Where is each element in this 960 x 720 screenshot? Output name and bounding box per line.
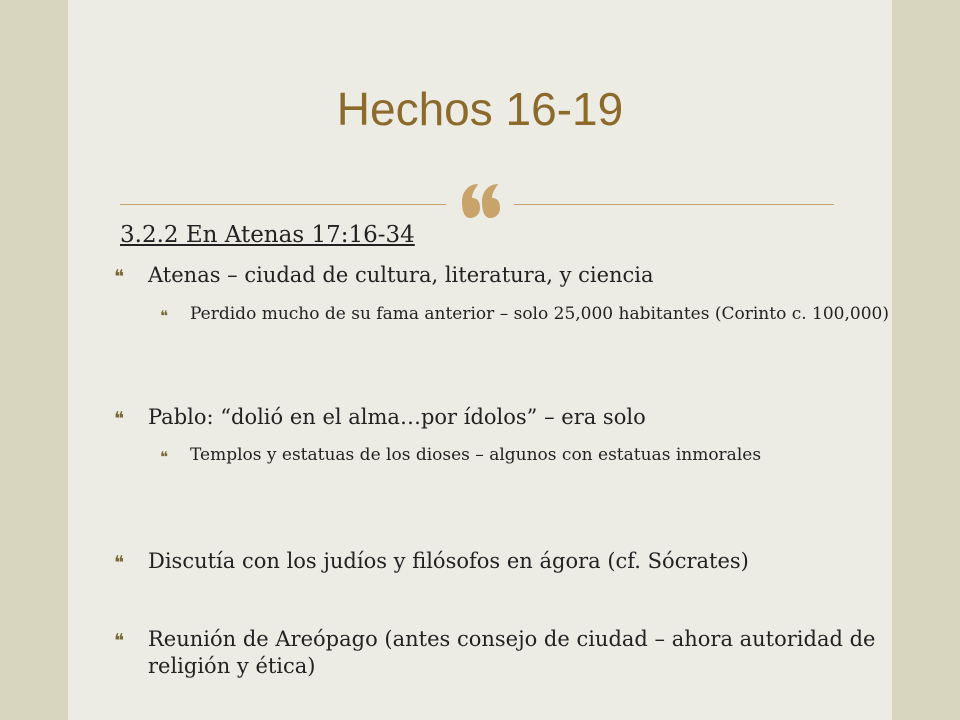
title-divider-left — [120, 204, 446, 205]
title-divider-right — [514, 204, 834, 205]
bullet-text: Reunión de Areópago (antes consejo de ciudad – ahora autoridad de religión y ética) — [148, 627, 876, 678]
bullet-text: Atenas – ciudad de cultura, literatura, y ciencia — [148, 263, 654, 287]
bullet-item-3 — [114, 404, 888, 431]
bullet-item-6 — [114, 626, 888, 680]
bullet-text: Templos y estatuas de los dioses – algunos con estatuas inmorales — [190, 445, 762, 465]
bullet-item-1 — [114, 262, 888, 289]
quote-bullet-icon: ❝ — [114, 552, 125, 574]
quote-bullet-icon: ❝ — [114, 266, 125, 288]
quote-bullet-icon: ❝ — [160, 448, 169, 466]
quote-bullet-icon: ❝ — [114, 408, 125, 430]
bullet-item-4 — [160, 444, 890, 466]
bullet-text: Perdido mucho de su fama anterior – solo 25,000 habitantes (Corinto c. 100,000) — [190, 304, 889, 324]
quote-bullet-icon: ❝ — [160, 307, 169, 325]
quote-ornament-icon — [452, 172, 510, 230]
quote-bullet-icon: ❝ — [114, 630, 125, 652]
bullet-item-5 — [114, 548, 888, 575]
section-heading: 3.2.2 En Atenas 17:16-34 — [120, 222, 415, 248]
bullet-text: Discutía con los judíos y filósofos en ágora (cf. Sócrates) — [148, 549, 749, 573]
bullet-text: Pablo: “dolió en el alma…por ídolos” – era solo — [148, 405, 646, 429]
slide-title: Hechos 16-19 — [336, 83, 624, 135]
bullet-item-2 — [160, 303, 890, 325]
